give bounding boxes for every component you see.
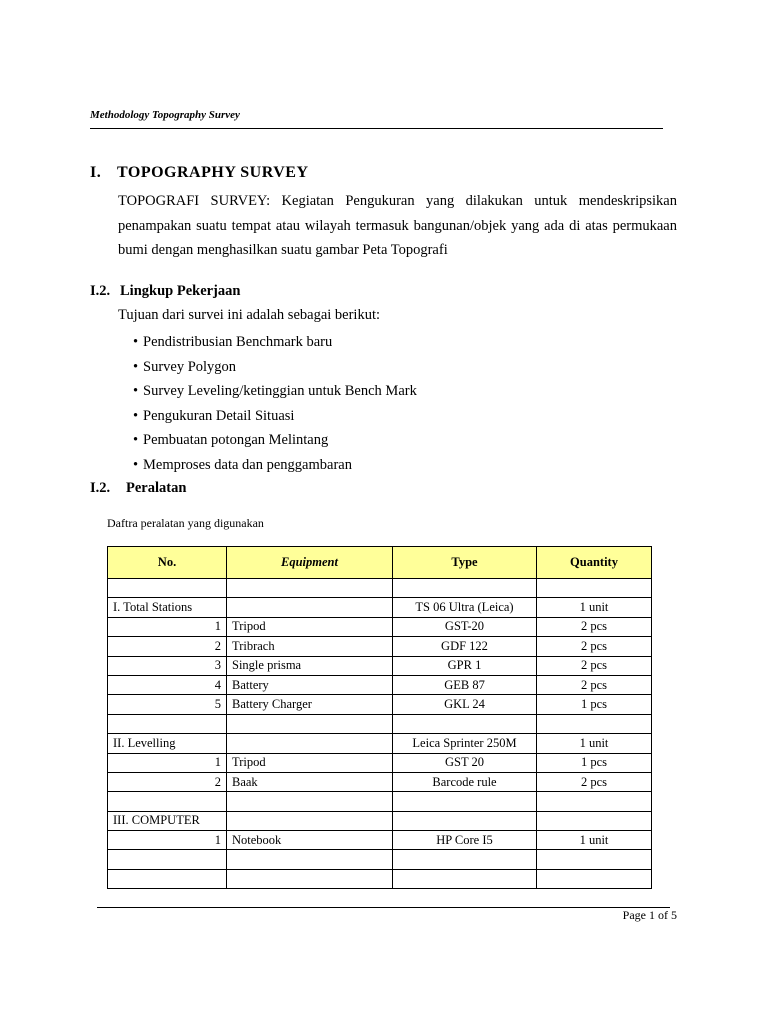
section-paragraph: TOPOGRAFI SURVEY: Kegiatan Pengukuran yang dilakukan untuk mendeskripsikan penampakan suatu tempat atau wilayah termasuk bangunan/objek yang ada di atas permukaan bumi dengan menghasilkan suatu gambar Peta Topografi xyxy=(118,193,677,258)
table-row xyxy=(108,617,652,636)
cell-no: 1 xyxy=(108,831,227,850)
bullet-icon: • xyxy=(133,407,139,424)
footer-divider xyxy=(97,907,670,908)
cell-type: GPR 1 xyxy=(393,656,537,675)
cell-no xyxy=(108,714,227,733)
table-row xyxy=(108,695,652,714)
cell-quantity xyxy=(537,811,652,830)
list-item xyxy=(133,330,417,355)
list-item-text: Pengukuran Detail Situasi xyxy=(143,407,295,424)
cell-quantity: 1 unit xyxy=(537,831,652,850)
list-item-text: Memproses data dan penggambaran xyxy=(143,456,352,473)
list-item xyxy=(133,428,417,453)
cell-quantity xyxy=(537,792,652,811)
column-header-quantity: Quantity xyxy=(537,547,652,579)
cell-type xyxy=(393,850,537,869)
table-row xyxy=(108,811,652,830)
cell-type: GEB 87 xyxy=(393,675,537,694)
cell-equipment: Single prisma xyxy=(227,656,393,675)
table-row xyxy=(108,714,652,733)
cell-quantity: 1 unit xyxy=(537,598,652,617)
cell-type: GST 20 xyxy=(393,753,537,772)
table-row xyxy=(108,831,652,850)
cell-quantity: 2 pcs xyxy=(537,656,652,675)
cell-type: Barcode rule xyxy=(393,772,537,791)
cell-equipment: Tripod xyxy=(227,617,393,636)
table-row xyxy=(108,734,652,753)
table-row xyxy=(108,869,652,888)
cell-type: HP Core I5 xyxy=(393,831,537,850)
cell-type: GDF 122 xyxy=(393,637,537,656)
bullet-icon: • xyxy=(133,432,139,449)
table-header-row xyxy=(108,547,652,579)
header-divider xyxy=(90,128,663,129)
cell-quantity xyxy=(537,869,652,888)
list-item-text: Pembuatan potongan Melintang xyxy=(143,432,329,449)
cell-equipment xyxy=(227,598,393,617)
section-title: TOPOGRAPHY SURVEY xyxy=(117,164,309,181)
scope-list xyxy=(133,330,417,478)
section-number: I. xyxy=(90,164,102,181)
cell-equipment: Battery Charger xyxy=(227,695,393,714)
list-item xyxy=(133,453,417,478)
subsection-title: Peralatan xyxy=(126,480,187,496)
cell-type: GKL 24 xyxy=(393,695,537,714)
list-item xyxy=(133,355,417,380)
list-item-text: Survey Leveling/ketinggian untuk Bench Mark xyxy=(143,383,417,400)
cell-equipment: Baak xyxy=(227,772,393,791)
table-row xyxy=(108,850,652,869)
subsection-number: I.2. xyxy=(90,283,111,299)
cell-quantity: 1 unit xyxy=(537,734,652,753)
table-row xyxy=(108,637,652,656)
cell-equipment xyxy=(227,734,393,753)
cell-quantity: 2 pcs xyxy=(537,637,652,656)
cell-equipment xyxy=(227,850,393,869)
cell-quantity: 2 pcs xyxy=(537,675,652,694)
cell-no: III. COMPUTER xyxy=(108,811,227,830)
cell-no: 3 xyxy=(108,656,227,675)
cell-no: 5 xyxy=(108,695,227,714)
cell-type xyxy=(393,579,537,598)
list-item-text: Survey Polygon xyxy=(143,358,237,375)
cell-no: 1 xyxy=(108,753,227,772)
cell-quantity: 2 pcs xyxy=(537,617,652,636)
table-row xyxy=(108,579,652,598)
table-row xyxy=(108,792,652,811)
cell-equipment: Battery xyxy=(227,675,393,694)
cell-equipment: Tribrach xyxy=(227,637,393,656)
table-row xyxy=(108,598,652,617)
equipment-table xyxy=(107,546,652,889)
cell-type xyxy=(393,811,537,830)
list-item-text: Pendistribusian Benchmark baru xyxy=(143,334,333,350)
cell-no xyxy=(108,869,227,888)
cell-type xyxy=(393,869,537,888)
list-item xyxy=(133,404,417,429)
cell-no: II. Levelling xyxy=(108,734,227,753)
subsection-title: Lingkup Pekerjaan xyxy=(120,283,241,299)
cell-quantity: 1 pcs xyxy=(537,695,652,714)
bullet-icon: • xyxy=(133,334,139,350)
cell-no: 2 xyxy=(108,637,227,656)
cell-type: Leica Sprinter 250M xyxy=(393,734,537,753)
scope-intro: Tujuan dari survei ini adalah sebagai berikut: xyxy=(118,307,381,323)
list-item xyxy=(133,379,417,404)
cell-equipment: Notebook xyxy=(227,831,393,850)
cell-no xyxy=(108,579,227,598)
subsection-heading-equipment xyxy=(90,480,186,497)
column-header-equipment: Equipment xyxy=(227,547,393,579)
table-row xyxy=(108,675,652,694)
cell-equipment: Tripod xyxy=(227,753,393,772)
cell-no xyxy=(108,792,227,811)
subsection-number: I.2. xyxy=(90,480,111,496)
cell-type xyxy=(393,792,537,811)
page-number: Page 1 of 5 xyxy=(622,908,677,922)
cell-no: 2 xyxy=(108,772,227,791)
section-heading xyxy=(90,164,309,182)
cell-quantity xyxy=(537,714,652,733)
cell-quantity xyxy=(537,850,652,869)
cell-equipment xyxy=(227,714,393,733)
cell-quantity xyxy=(537,579,652,598)
table-row xyxy=(108,772,652,791)
cell-equipment xyxy=(227,869,393,888)
cell-equipment xyxy=(227,579,393,598)
cell-quantity: 2 pcs xyxy=(537,772,652,791)
table-row xyxy=(108,753,652,772)
cell-no: 1 xyxy=(108,617,227,636)
cell-no: 4 xyxy=(108,675,227,694)
subsection-heading-scope xyxy=(90,283,240,300)
cell-no: I. Total Stations xyxy=(108,598,227,617)
bullet-icon: • xyxy=(133,456,139,473)
cell-no xyxy=(108,850,227,869)
table-caption: Daftra peralatan yang digunakan xyxy=(107,516,264,530)
cell-type xyxy=(393,714,537,733)
cell-equipment xyxy=(227,811,393,830)
cell-type: GST-20 xyxy=(393,617,537,636)
running-header: Methodology Topography Survey xyxy=(90,109,240,121)
column-header-no: No. xyxy=(108,547,227,579)
bullet-icon: • xyxy=(133,358,139,375)
cell-type: TS 06 Ultra (Leica) xyxy=(393,598,537,617)
column-header-type: Type xyxy=(393,547,537,579)
cell-equipment xyxy=(227,792,393,811)
table-row xyxy=(108,656,652,675)
bullet-icon: • xyxy=(133,383,139,400)
cell-quantity: 1 pcs xyxy=(537,753,652,772)
